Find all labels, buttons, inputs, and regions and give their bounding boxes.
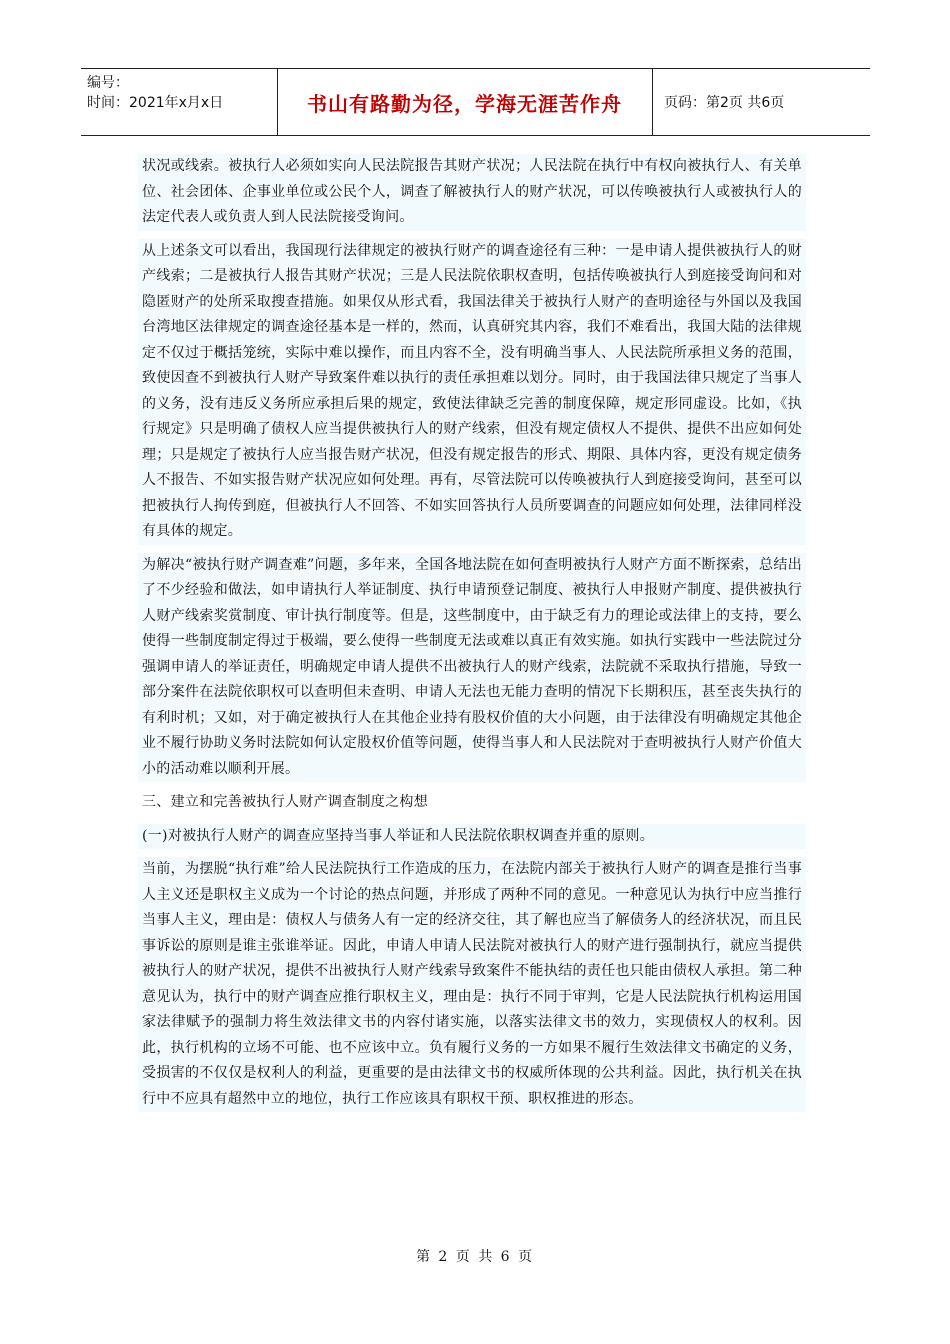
document-body [138, 154, 806, 1120]
body-paragraph: 当前，为摆脱“执行难”给人民法院执行工作造成的压力，在法院内部关于被执行人财产的调查是推行当事人主义还是职权主义成为一个讨论的热点问题，并形成了两种不同的意见。一种意见认为执行中应当推行当事人主义，理由是：债权人与债务人有一定的经济交往，其了解也应当了解债务人的经济状况，而且民事诉讼的原则是谁主张谁举证。因此，申请人申请人民法院对被执行人的财产进行强制执行，就应当提供被执行人的财产状况，提供不出被执行人财产线索导致案件不能执结的责任也只能由债权人承担。第二种意见认为，执行中的财产调查应推行职权主义，理由是：执行不同于审判，它是人民法院执行机构运用国家法律赋予的强制力将生效法律文书的内容付诸实施，以落实法律文书的效力，实现债权人的权利。因此，执行机构的立场不可能、也不应该中立。负有履行义务的一方如果不履行生效法律文书确定的义务，受损害的不仅仅是权利人的利益，更重要的是由法律文书的权威所体现的公共利益。因此，执行机关在执行中不应具有超然中立的地位，执行工作应该具有职权干预、职权推进的形态。 [138, 857, 806, 1112]
body-paragraph: 为解决“被执行财产调查难”问题，多年来，全国各地法院在如何查明被执行人财产方面不断探索，总结出了不少经验和做法，如申请执行人举证制度、执行申请预登记制度、被执行人申报财产制度、提供被执行人财产线索奖赏制度、审计执行制度等。但是，这些制度中，由于缺乏有力的理论或法律上的支持，要么使得一些制度制定得过于极端，要么使得一些制度无法或难以真正有效实施。如执行实践中一些法院过分强调申请人的举证责任，明确规定申请人提供不出被执行人的财产线索，法院就不采取执行措施，导致一部分案件在法院依职权可以查明但未查明、申请人无法也无能力查明的情况下长期积压，甚至丧失执行的有利时机；又如，对于确定被执行人在其他企业持有股权价值的大小问题，由于法律没有明确规定其他企业不履行协助义务时法院如何认定股权价值等问题，使得当事人和人民法院对于查明被执行人财产价值大小的活动难以顺利开展。 [138, 553, 806, 783]
document-date-label: 时间：2021年x月x日 [87, 95, 224, 111]
page-header [81, 68, 870, 136]
body-paragraph: 从上述条文可以看出，我国现行法律规定的被执行财产的调查途径有三种：一是申请人提供被执行人的财产线索；二是被执行人报告其财产状况；三是人民法院依职权查明，包括传唤被执行人到庭接受询问和对隐匿财产的处所采取搜查措施。如果仅从形式看，我国法律关于被执行人财产的查明途径与外国以及我国台湾地区法律规定的调查途径基本是一样的，然而，认真研究其内容，我们不难看出，我国大陆的法律规定不仅过于概括笼统，实际中难以操作，而且内容不全，没有明确当事人、人民法院所承担义务的范围，致使因查不到被执行人财产导致案件难以执行的责任承担难以划分。同时，由于我国法律只规定了当事人的义务，没有违反义务所应承担后果的规定，致使法律缺乏完善的制度保障，规定形同虚设。比如，《执行规定》只是明确了债权人应当提供被执行人的财产线索，但没有规定债权人不提供、提供不出应如何处理；只是规定了被执行人应当报告财产状况，但没有规定报告的形式、期限、具体内容，更没有规定债务人不报告、不如实报告财产状况应如何处理。再有，尽管法院可以传唤被执行人到庭接受询问，甚至可以把被执行人拘传到庭，但被执行人不回答、不如实回答执行人员所要调查的问题应如何处理，法律同样没有具体的规定。 [138, 239, 806, 545]
header-motto: 书山有路勤为径，学海无涯苦作舟 [307, 91, 622, 116]
header-meta [87, 73, 223, 113]
page-footer: 第 2 页 共 6 页 [415, 1249, 535, 1265]
section-heading: 三、建立和完善被执行人财产调查制度之构想 [142, 794, 428, 810]
header-page-info: 页码：第2页 共6页 [664, 95, 785, 111]
subsection-heading: (一)对被执行人财产的调查应坚持当事人举证和人民法院依职权调查并重的原则。 [138, 824, 806, 850]
body-paragraph: 状况或线索。被执行人必须如实向人民法院报告其财产状况；人民法院在执行中有权向被执行人、有关单位、社会团体、企事业单位或公民个人，调查了解被执行人的财产状况，可以传唤被执行人或被执行人的法定代表人或负责人到人民法院接受询问。 [138, 154, 806, 231]
document-number-label: 编号： [87, 75, 129, 91]
